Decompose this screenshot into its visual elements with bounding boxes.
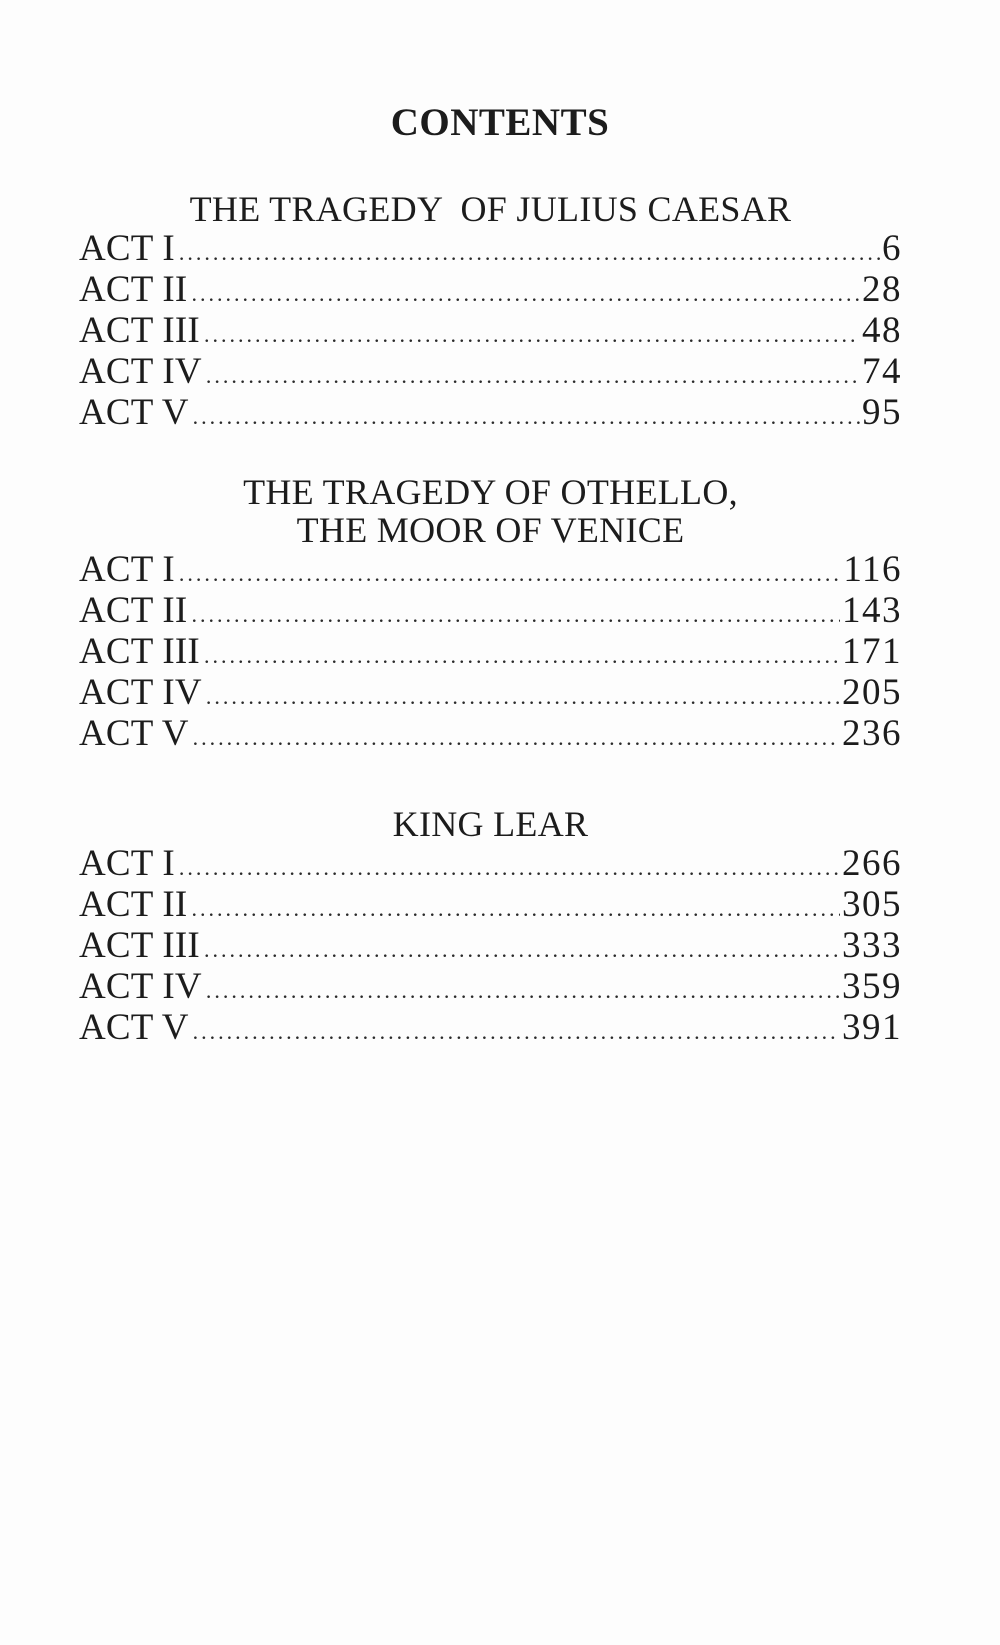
toc-entry-page: 171 — [842, 631, 902, 672]
section-title: KING LEAR — [392, 804, 589, 844]
dot-leader — [191, 594, 840, 635]
toc-entry[interactable] — [79, 713, 902, 754]
toc-entry-label: ACT V — [79, 392, 189, 433]
toc-entry-label: ACT IV — [79, 966, 202, 1007]
toc-entry-page: 333 — [842, 925, 902, 966]
toc-entry-label: ACT V — [79, 1007, 189, 1048]
dot-leader — [191, 888, 840, 929]
toc-entry-page: 305 — [842, 884, 902, 925]
toc-entry[interactable] — [79, 392, 902, 433]
dot-leader — [179, 847, 840, 888]
toc-entry-page: 116 — [843, 549, 902, 590]
toc-entry[interactable] — [79, 228, 902, 269]
toc-entry[interactable] — [79, 351, 902, 392]
toc-entry-label: ACT IV — [79, 672, 202, 713]
toc-entry-label: ACT II — [79, 269, 188, 310]
toc-entry-label: ACT I — [79, 549, 175, 590]
toc-entry[interactable] — [79, 966, 902, 1007]
dot-leader — [193, 396, 860, 437]
toc-entry-page: 6 — [882, 228, 902, 269]
toc-entry[interactable] — [79, 925, 902, 966]
toc-entry-label: ACT III — [79, 310, 200, 351]
toc-section-othello — [79, 473, 902, 754]
toc-entry-page: 143 — [842, 590, 902, 631]
dot-leader — [204, 929, 840, 970]
toc-entry-page: 48 — [862, 310, 902, 351]
toc-entry[interactable] — [79, 631, 902, 672]
toc-entry[interactable] — [79, 310, 902, 351]
toc-entry-label: ACT I — [79, 843, 175, 884]
toc-entry[interactable] — [79, 590, 902, 631]
toc-section-king-lear — [79, 805, 902, 1048]
dot-leader — [206, 970, 840, 1011]
toc-entry-label: ACT V — [79, 713, 189, 754]
toc-entry-page: 266 — [842, 843, 902, 884]
section-title-line-1: THE TRAGEDY OF OTHELLO, — [243, 472, 738, 512]
dot-leader — [179, 553, 841, 594]
dot-leader — [206, 676, 840, 717]
dot-leader — [204, 314, 860, 355]
section-title: THE TRAGEDY OF JULIUS CAESAR — [189, 189, 792, 229]
toc-entry-label: ACT IV — [79, 351, 202, 392]
toc-entry[interactable] — [79, 884, 902, 925]
toc-entry[interactable] — [79, 843, 902, 884]
dot-leader — [179, 232, 880, 273]
toc-entry[interactable] — [79, 672, 902, 713]
toc-entry-page: 205 — [842, 672, 902, 713]
toc-entry-label: ACT III — [79, 631, 200, 672]
toc-entry-page: 28 — [862, 269, 902, 310]
toc-entry-page: 95 — [862, 392, 902, 433]
toc-entry-label: ACT III — [79, 925, 200, 966]
toc-entry-page: 359 — [842, 966, 902, 1007]
toc-entry-label: ACT II — [79, 590, 188, 631]
toc-entry[interactable] — [79, 269, 902, 310]
contents-heading: CONTENTS — [390, 101, 610, 144]
toc-entry-label: ACT I — [79, 228, 175, 269]
toc-entry[interactable] — [79, 1007, 902, 1048]
dot-leader — [193, 1011, 840, 1052]
toc-entry-page: 74 — [862, 351, 902, 392]
toc-section-julius-caesar — [79, 190, 902, 433]
section-title-line-2: THE MOOR OF VENICE — [296, 510, 685, 550]
dot-leader — [206, 355, 860, 396]
dot-leader — [204, 635, 840, 676]
toc-entry-label: ACT II — [79, 884, 188, 925]
toc-entry-page: 236 — [842, 713, 902, 754]
toc-entry[interactable] — [79, 549, 902, 590]
toc-entry-page: 391 — [842, 1007, 902, 1048]
dot-leader — [191, 273, 860, 314]
dot-leader — [193, 717, 840, 758]
